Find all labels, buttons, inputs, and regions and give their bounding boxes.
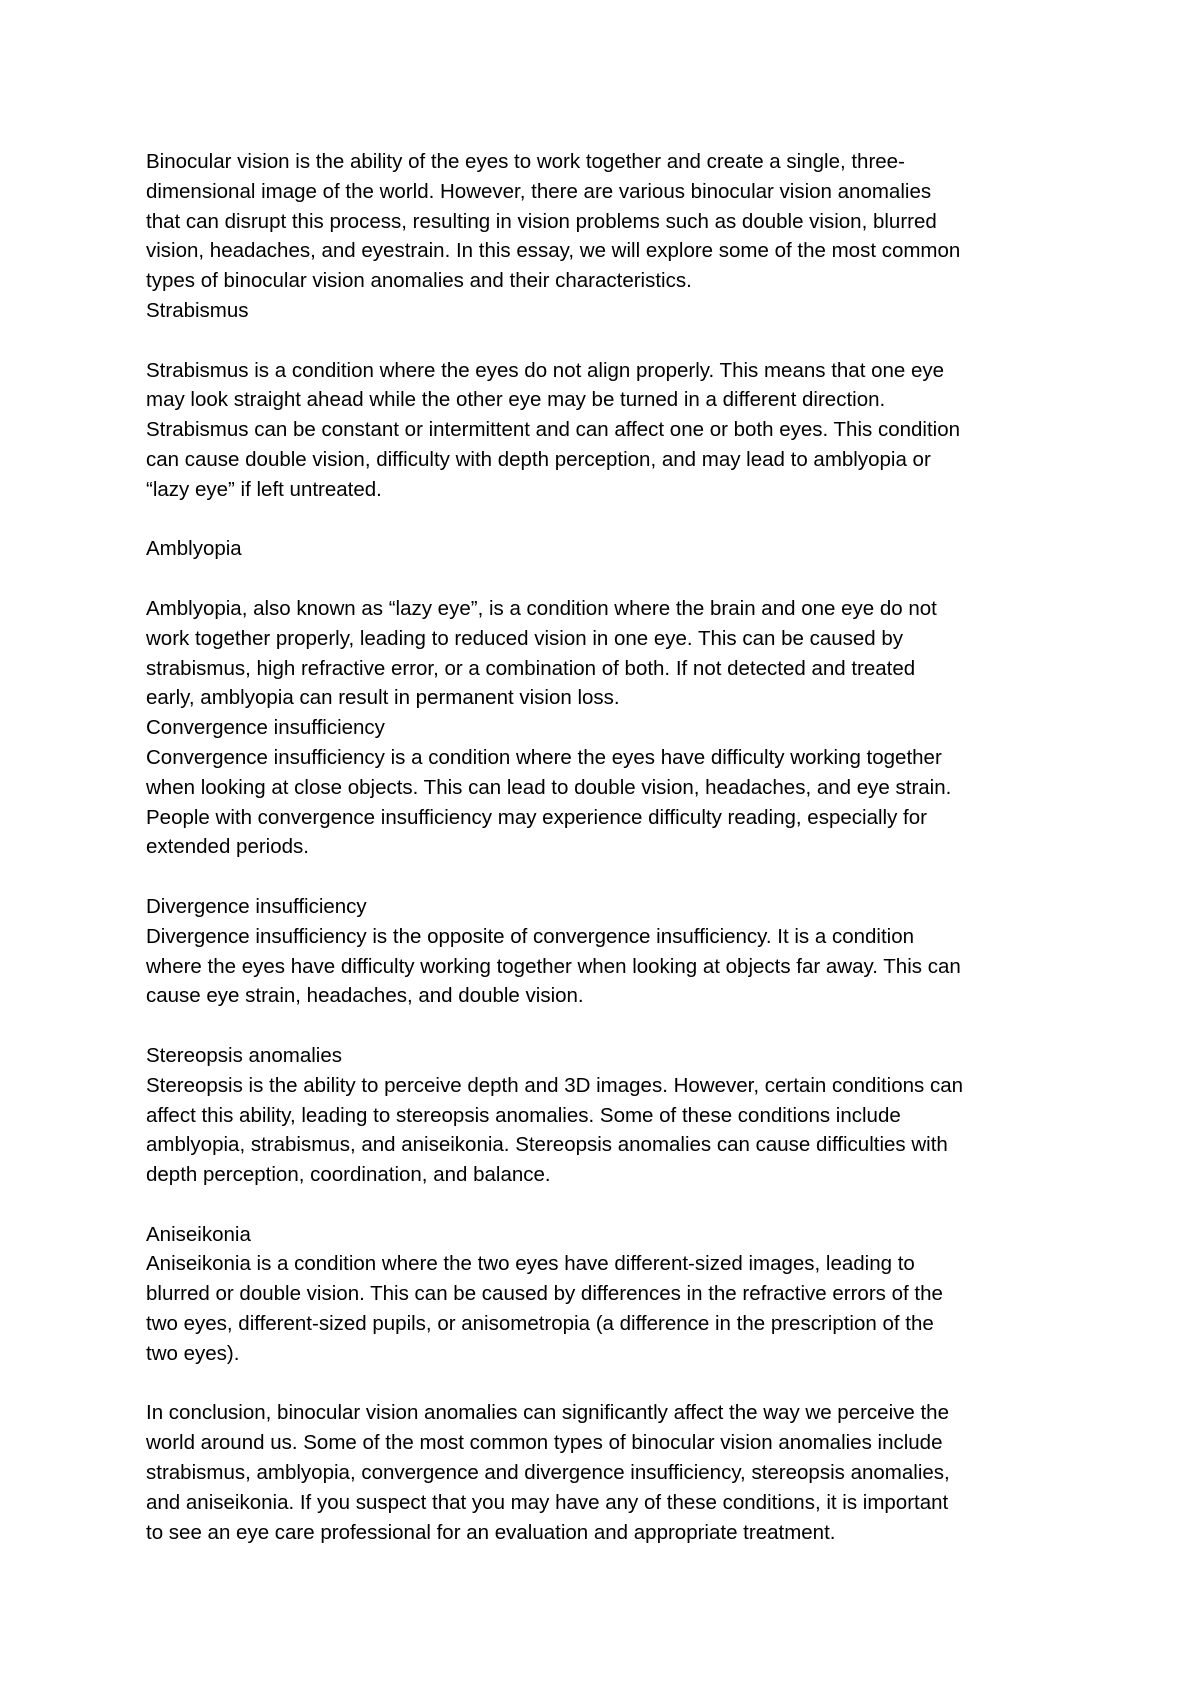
amblyopia-paragraph: Amblyopia, also known as “lazy eye”, is a condition where the brain and one eye do not work together properly, leading to reduced vision in one eye. This can be caused by strabismus, high refractive error, or a combination of both. If not detected and treated early, amblyopia can result in permanent vision loss. <box>146 596 937 710</box>
aniseikonia-paragraph: Aniseikonia is a condition where the two eyes have different-sized images, leading to blurred or double vision. This can be caused by differences in the refractive errors of the two eyes, different-sized pupils, or anisometropia (a difference in the prescription of the two eyes). <box>146 1252 943 1365</box>
document-body <box>146 147 1066 1547</box>
divergence-heading: Divergence insufficiency <box>146 894 367 918</box>
blank-line <box>146 862 1066 892</box>
stereopsis-paragraph: Stereopsis is the ability to perceive depth and 3D images. However, certain conditions can affect this ability, leading to stereopsis anomalies. Some of these conditions include amblyopia, strabismus, and aniseikonia. Stereopsis anomalies can cause difficulties with depth perception, coordination, and balance. <box>146 1073 964 1187</box>
blank-line <box>146 564 1066 594</box>
conclusion-paragraph: In conclusion, binocular vision anomalies can significantly affect the way we perceive the world around us. Some of the most common types of binocular vision anomalies include strabismus, amblyopia, convergence and divergence insufficiency, stereopsis anomalies, and aniseikonia. If you suspect that you may have any of these conditions, it is important to see an eye care professional for an evaluation and appropriate treatment. <box>146 1401 950 1544</box>
blank-line <box>146 505 1066 535</box>
blank-line <box>146 1190 1066 1220</box>
blank-line <box>146 1369 1066 1399</box>
convergence-heading: Convergence insufficiency <box>146 716 385 740</box>
stereopsis-heading: Stereopsis anomalies <box>146 1043 342 1067</box>
amblyopia-heading: Amblyopia <box>146 537 242 561</box>
blank-line <box>146 1011 1066 1041</box>
convergence-paragraph: Convergence insufficiency is a condition where the eyes have difficulty working together when looking at close objects. This can lead to double vision, headaches, and eye strain. People with convergence insufficiency may experience difficulty reading, especially for extended periods. <box>146 745 952 859</box>
aniseikonia-heading: Aniseikonia <box>146 1222 251 1246</box>
divergence-paragraph: Divergence insufficiency is the opposite of convergence insufficiency. It is a condition where the eyes have difficulty working together when looking at objects far away. This can cause eye strain, headaches, and double vision. <box>146 924 961 1008</box>
blank-line <box>146 326 1066 356</box>
intro-paragraph: Binocular vision is the ability of the eyes to work together and create a single, three- dimensional image of the world. However, there are various binocular vision anomalies that can disrupt this process, resulting in vision problems such as double vision, blurred vision, headaches, and eyestrain. In this essay, we will explore some of the most common types of binocular vision anomalies and their characteristics. <box>146 150 961 293</box>
strabismus-heading: Strabismus <box>146 298 249 322</box>
strabismus-paragraph: Strabismus is a condition where the eyes do not align properly. This means that one eye may look straight ahead while the other eye may be turned in a different direction. Strabismus can be constant or intermittent and can affect one or both eyes. This condition can cause double vision, difficulty with depth perception, and may lead to amblyopia or “lazy eye” if left untreated. <box>146 358 961 501</box>
